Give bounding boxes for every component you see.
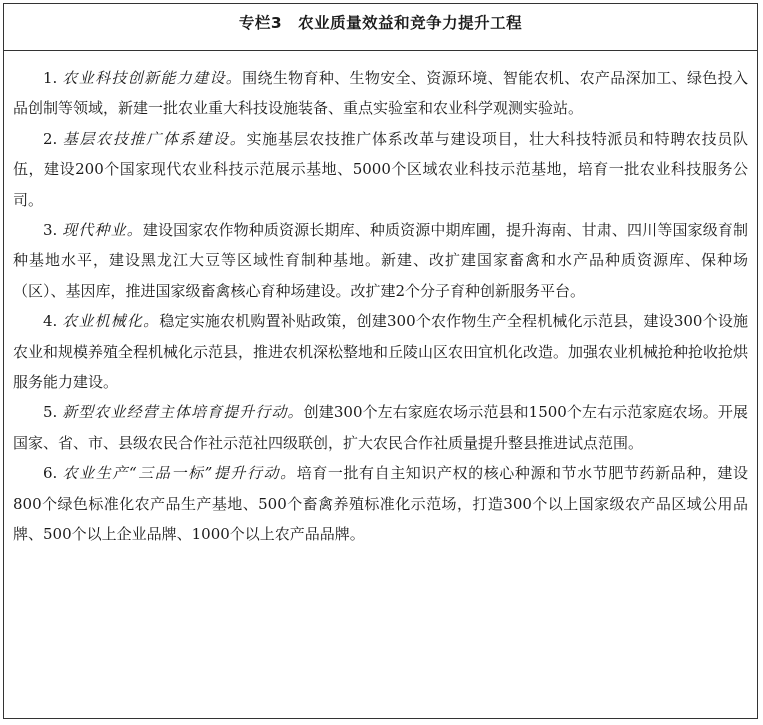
item-2 [13, 124, 748, 215]
item-text: 建设国家农作物种质资源长期库、种质资源中期库圃，提升海南、甘肃、四川等国家级育制种基地水平，建设黑龙江大豆等区域性育制种基地。新建、改扩建国家畜禽和水产品种质资源库、保种场（区）、基因库，推进国家级畜禽核心育种场建设。改扩建2个分子育种创新服务平台。 [13, 221, 748, 300]
item-text: 实施基层农技推广体系改革与建设项目，壮大科技特派员和特聘农技员队伍，建设200个国家现代农业科技示范展示基地、5000个区域农业科技示范基地，培育一批农业科技服务公司。 [13, 129, 748, 209]
item-1 [13, 63, 748, 124]
item-4 [13, 306, 748, 397]
box-title-text: 农业质量效益和竞争力提升工程 [298, 14, 523, 32]
item-topic: 农业科技创新能力建设。 [62, 69, 243, 87]
item-text: 围绕生物育种、生物安全、资源环境、智能农机、农产品深加工、绿色投入品创制等领域，新建一批农业重大科技设施装备、重点实验室和农业科学观测实验站。 [13, 69, 748, 118]
item-number: 2. [43, 129, 58, 148]
item-text: 培育一批有自主知识产权的核心种源和节水节肥节药新品种，建设800个绿色标准化农产品生产基地、500个畜禽养殖标准化示范场，打造300个以上国家级农产品区域公用品牌、500个以上企业品牌、1000个以上农产品品牌。 [13, 464, 748, 544]
item-number: 4. [43, 312, 58, 331]
item-text: 稳定实施农机购置补贴政策，创建300个农作物生产全程机械化示范县，建设300个设施农业和规模养殖全程机械化示范县，推进农机深松整地和丘陵山区农田宜机化改造。加强农业机械抢种抢收抢烘服务能力建设。 [13, 312, 749, 392]
item-6 [13, 458, 748, 549]
item-number: 6. [43, 464, 58, 483]
box-header [4, 4, 757, 51]
box-label: 专栏3 [238, 14, 283, 32]
item-3 [13, 215, 748, 306]
item-topic: 农业机械化。 [62, 312, 160, 331]
item-text: 创建300个左右家庭农场示范县和1500个左右示范家庭农场。开展国家、省、市、县级农民合作社示范社四级联创，扩大农民合作社质量提升整县推进试点范围。 [13, 403, 748, 452]
item-topic: 新型农业经营主体培育提升行动。 [62, 403, 304, 422]
item-topic: 现代种业。 [62, 221, 143, 240]
item-topic: 农业生产“三品一标”提升行动。 [62, 464, 297, 483]
item-5 [13, 397, 748, 458]
box-title [239, 11, 522, 33]
box-body [4, 51, 757, 550]
item-topic: 基层农技推广体系建设。 [62, 129, 247, 148]
feature-box [3, 3, 758, 719]
item-number: 5. [43, 403, 58, 422]
item-number: 3. [43, 221, 58, 240]
item-number: 1. [43, 69, 58, 87]
